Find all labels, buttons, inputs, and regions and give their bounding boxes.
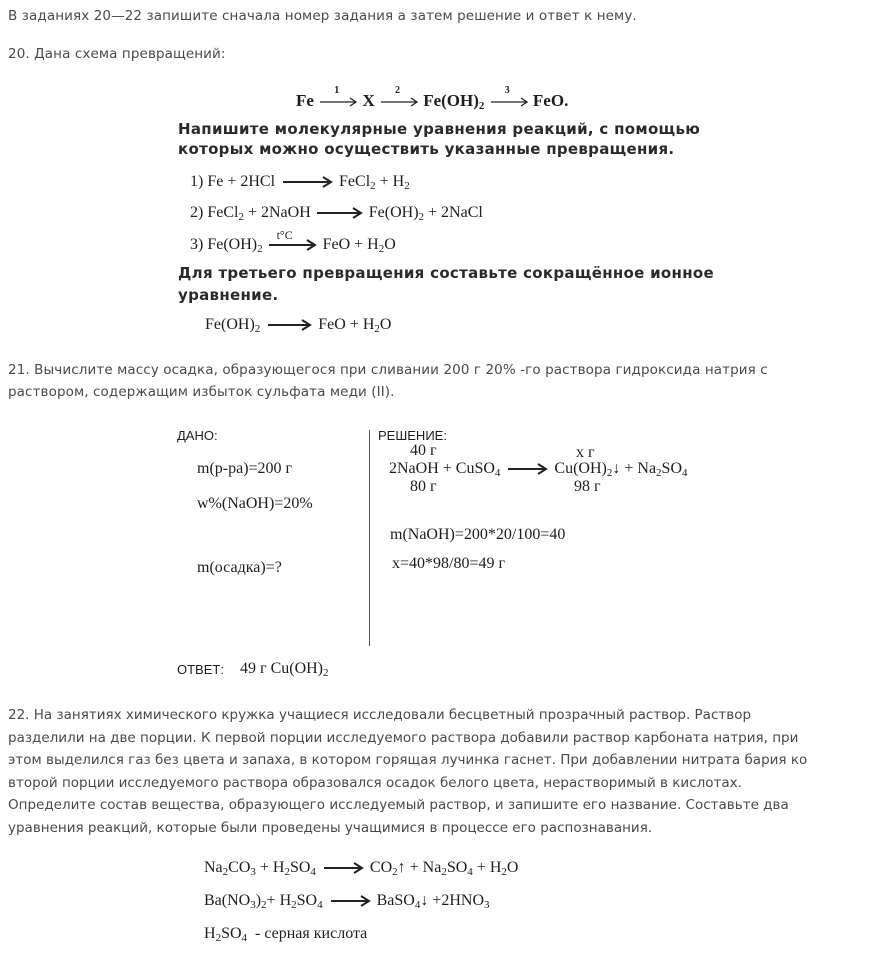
task21-text-line2: раствором, содержащим избыток сульфата меди (II). <box>8 384 395 400</box>
task22-paragraph <box>8 704 874 839</box>
answer-label: ОТВЕТ: <box>177 662 224 677</box>
answer-value: 49 г $Cu(OH)_2$ <box>240 660 329 679</box>
task21-equation: 2NaOH + CuSO$_4$ $Cu(OH)_2↓ + Na_2SO_4$ <box>389 460 688 479</box>
given-solution-divider <box>369 430 370 646</box>
task20-instruction-line2: которых можно осуществить указанные превращения. <box>178 140 675 158</box>
task22-line: второй порции исследуемого раствора образовался осадок белого цвета, нерастворимый в кислотах. <box>8 774 742 791</box>
task20-ionic-line1: Для третьего превращения составьте сокращённое ионное <box>178 264 714 282</box>
calc-naoh: m(NaOH)=200*20/100=40 <box>390 526 566 543</box>
reaction-arrow <box>504 462 550 476</box>
task20-ionic-line2: уравнение. <box>178 286 279 304</box>
reaction-arrow <box>320 861 366 875</box>
scheme-x: X <box>362 91 375 110</box>
task22-line: уравнения реакций, которые были проведены учащимися в процессе его распознавания. <box>8 819 653 836</box>
task20-title: 20. Дана схема превращений: <box>8 46 226 62</box>
solution-label: РЕШЕНИЕ: <box>378 428 447 443</box>
task22-line: Определите состав вещества, образующего исследуемый раствор, и запишите его название. Составьте два <box>8 797 789 813</box>
task22-line: разделили на две порции. К первой порции исследуемого раствора добавили раствор карбоната натрия, при <box>8 729 799 746</box>
task20-instruction-line1: Напишите молекулярные уравнения реакций, с помощью <box>178 120 701 138</box>
task22-line: этом выделился газ без цвета и запаха, в котором горящая лучинка гаснет. При добавлении нитрата бария ко <box>8 752 808 768</box>
reaction-arrow <box>327 894 373 908</box>
scheme-arrow-3: 3 <box>489 91 529 111</box>
scheme-feo: FeO. <box>532 91 569 110</box>
scheme-feoh2: $Fe(OH)_2$ <box>423 91 485 112</box>
scheme-arrow-2: 2 <box>379 91 419 111</box>
given-label: ДАНО: <box>177 428 218 443</box>
scheme-arrow-1: 1 <box>318 91 358 111</box>
above-naoh: 40 г <box>410 442 437 459</box>
task22-equation-2: $Ba(NO_3)_2+ H_2SO_4$ BaSO$_4$↓ $+2HNO_3$ <box>204 892 490 911</box>
task20-scheme <box>296 85 569 112</box>
task22-equation-1: $Na_2CO_3 + H_2SO_4$ $CO_2↑ + Na_2SO_4 + H_2O$ <box>204 859 519 878</box>
given-mass-fraction: w%(NaOH)=20% <box>197 495 313 512</box>
reaction-arrow <box>315 206 365 220</box>
reaction-arrow <box>279 175 335 189</box>
below-cuoh2: 98 г <box>574 478 601 495</box>
given-solution-mass: m(р-ра)=200 г <box>197 460 293 477</box>
task20-ionic-equation: $Fe(OH)_2$ FeO + $H_2O$ <box>205 316 392 335</box>
task20-equation-2: 2) FeCl$_2$ + 2NaOH $Fe(OH)_2$ + 2NaCl <box>190 204 483 223</box>
task21-text-line1: 21. Вычислите массу осадка, образующегося при сливании 200 г 20% -го раствора гидроксида натрия с <box>8 362 768 378</box>
heating-condition: t°C <box>276 228 293 242</box>
task20-equation-1: 1) Fe + 2HCl FeCl$_2$ + $H_2$ <box>190 173 410 192</box>
above-cuoh2: x г <box>576 444 595 461</box>
intro-text: В заданиях 20—22 запишите сначала номер задания а затем решение и ответ к нему. <box>8 8 637 24</box>
heating-arrow <box>267 228 319 254</box>
calc-x: x=40*98/80=49 г <box>392 555 506 572</box>
given-unknown: m(осадка)=? <box>197 559 282 576</box>
below-naoh: 80 г <box>410 478 437 495</box>
scheme-fe: Fe <box>296 91 314 110</box>
task22-line: 22. На занятиях химического кружка учащиеся исследовали бесцветный прозрачный раствор. Раствор <box>8 707 752 723</box>
task22-answer: $H_2SO_4$ - серная кислота <box>204 925 368 944</box>
task20-equation-3: 3) $Fe(OH)_2$ t°C FeO + $H_2O$ <box>190 228 396 255</box>
reaction-arrow <box>264 318 314 332</box>
